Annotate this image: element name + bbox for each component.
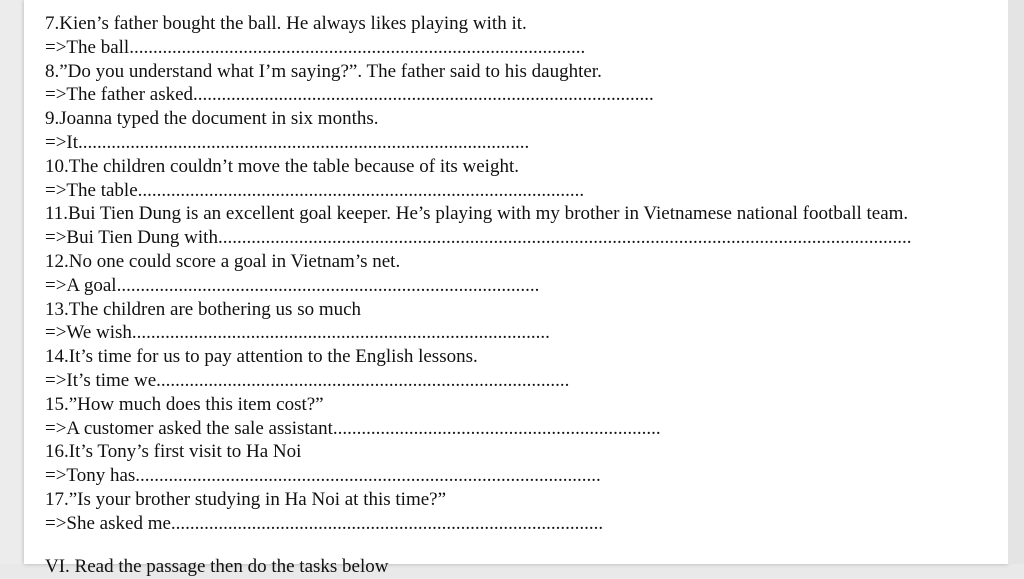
answer-17: =>She asked me........................................................................................... — [45, 512, 604, 534]
answer-8: =>The father asked................................................................................................. — [45, 84, 654, 106]
answer-10: =>The table.............................................................................................. — [45, 179, 585, 201]
question-7: 7.Kien’s father bought the ball. He always likes playing with it. — [45, 13, 527, 34]
viewer-right-margin — [1008, 0, 1024, 564]
question-17: 17.”Is your brother studying in Ha Noi at this time?” — [45, 488, 447, 510]
cut-off-heading: VI. Read the passage then do the tasks below — [45, 556, 389, 577]
question-11: 11.Bui Tien Dung is an excellent goal keeper. He’s playing with my brother in Vietnamese national football team. — [45, 203, 909, 225]
answer-15: =>A customer asked the sale assistant..................................................................... — [45, 417, 661, 439]
question-9: 9.Joanna typed the document in six months. — [45, 108, 379, 130]
answer-9: =>It............................................................................................... — [45, 131, 530, 153]
question-15: 15.”How much does this item cost?” — [45, 393, 324, 415]
question-13: 13.The children are bothering us so much — [45, 298, 362, 320]
exercise-list — [45, 12, 995, 536]
question-8: 8.”Do you understand what I’m saying?”. The father said to his daughter. — [45, 60, 602, 82]
answer-11: =>Bui Tien Dung with.................................................................................................................................................. — [45, 227, 912, 249]
question-14: 14.It’s time for us to pay attention to the English lessons. — [45, 346, 478, 368]
document-page — [24, 0, 1008, 577]
answer-7: =>The ball................................................................................................ — [45, 36, 586, 58]
answer-14: =>It’s time we....................................................................................... — [45, 369, 570, 391]
question-10: 10.The children couldn’t move the table because of its weight. — [45, 155, 519, 177]
answer-13: =>We wish........................................................................................ — [45, 322, 550, 344]
answer-16: =>Tony has.................................................................................................. — [45, 465, 601, 487]
question-12: 12.No one could score a goal in Vietnam’s net. — [45, 250, 401, 272]
question-16: 16.It’s Tony’s first visit to Ha Noi — [45, 441, 302, 463]
answer-12: =>A goal......................................................................................... — [45, 274, 540, 296]
